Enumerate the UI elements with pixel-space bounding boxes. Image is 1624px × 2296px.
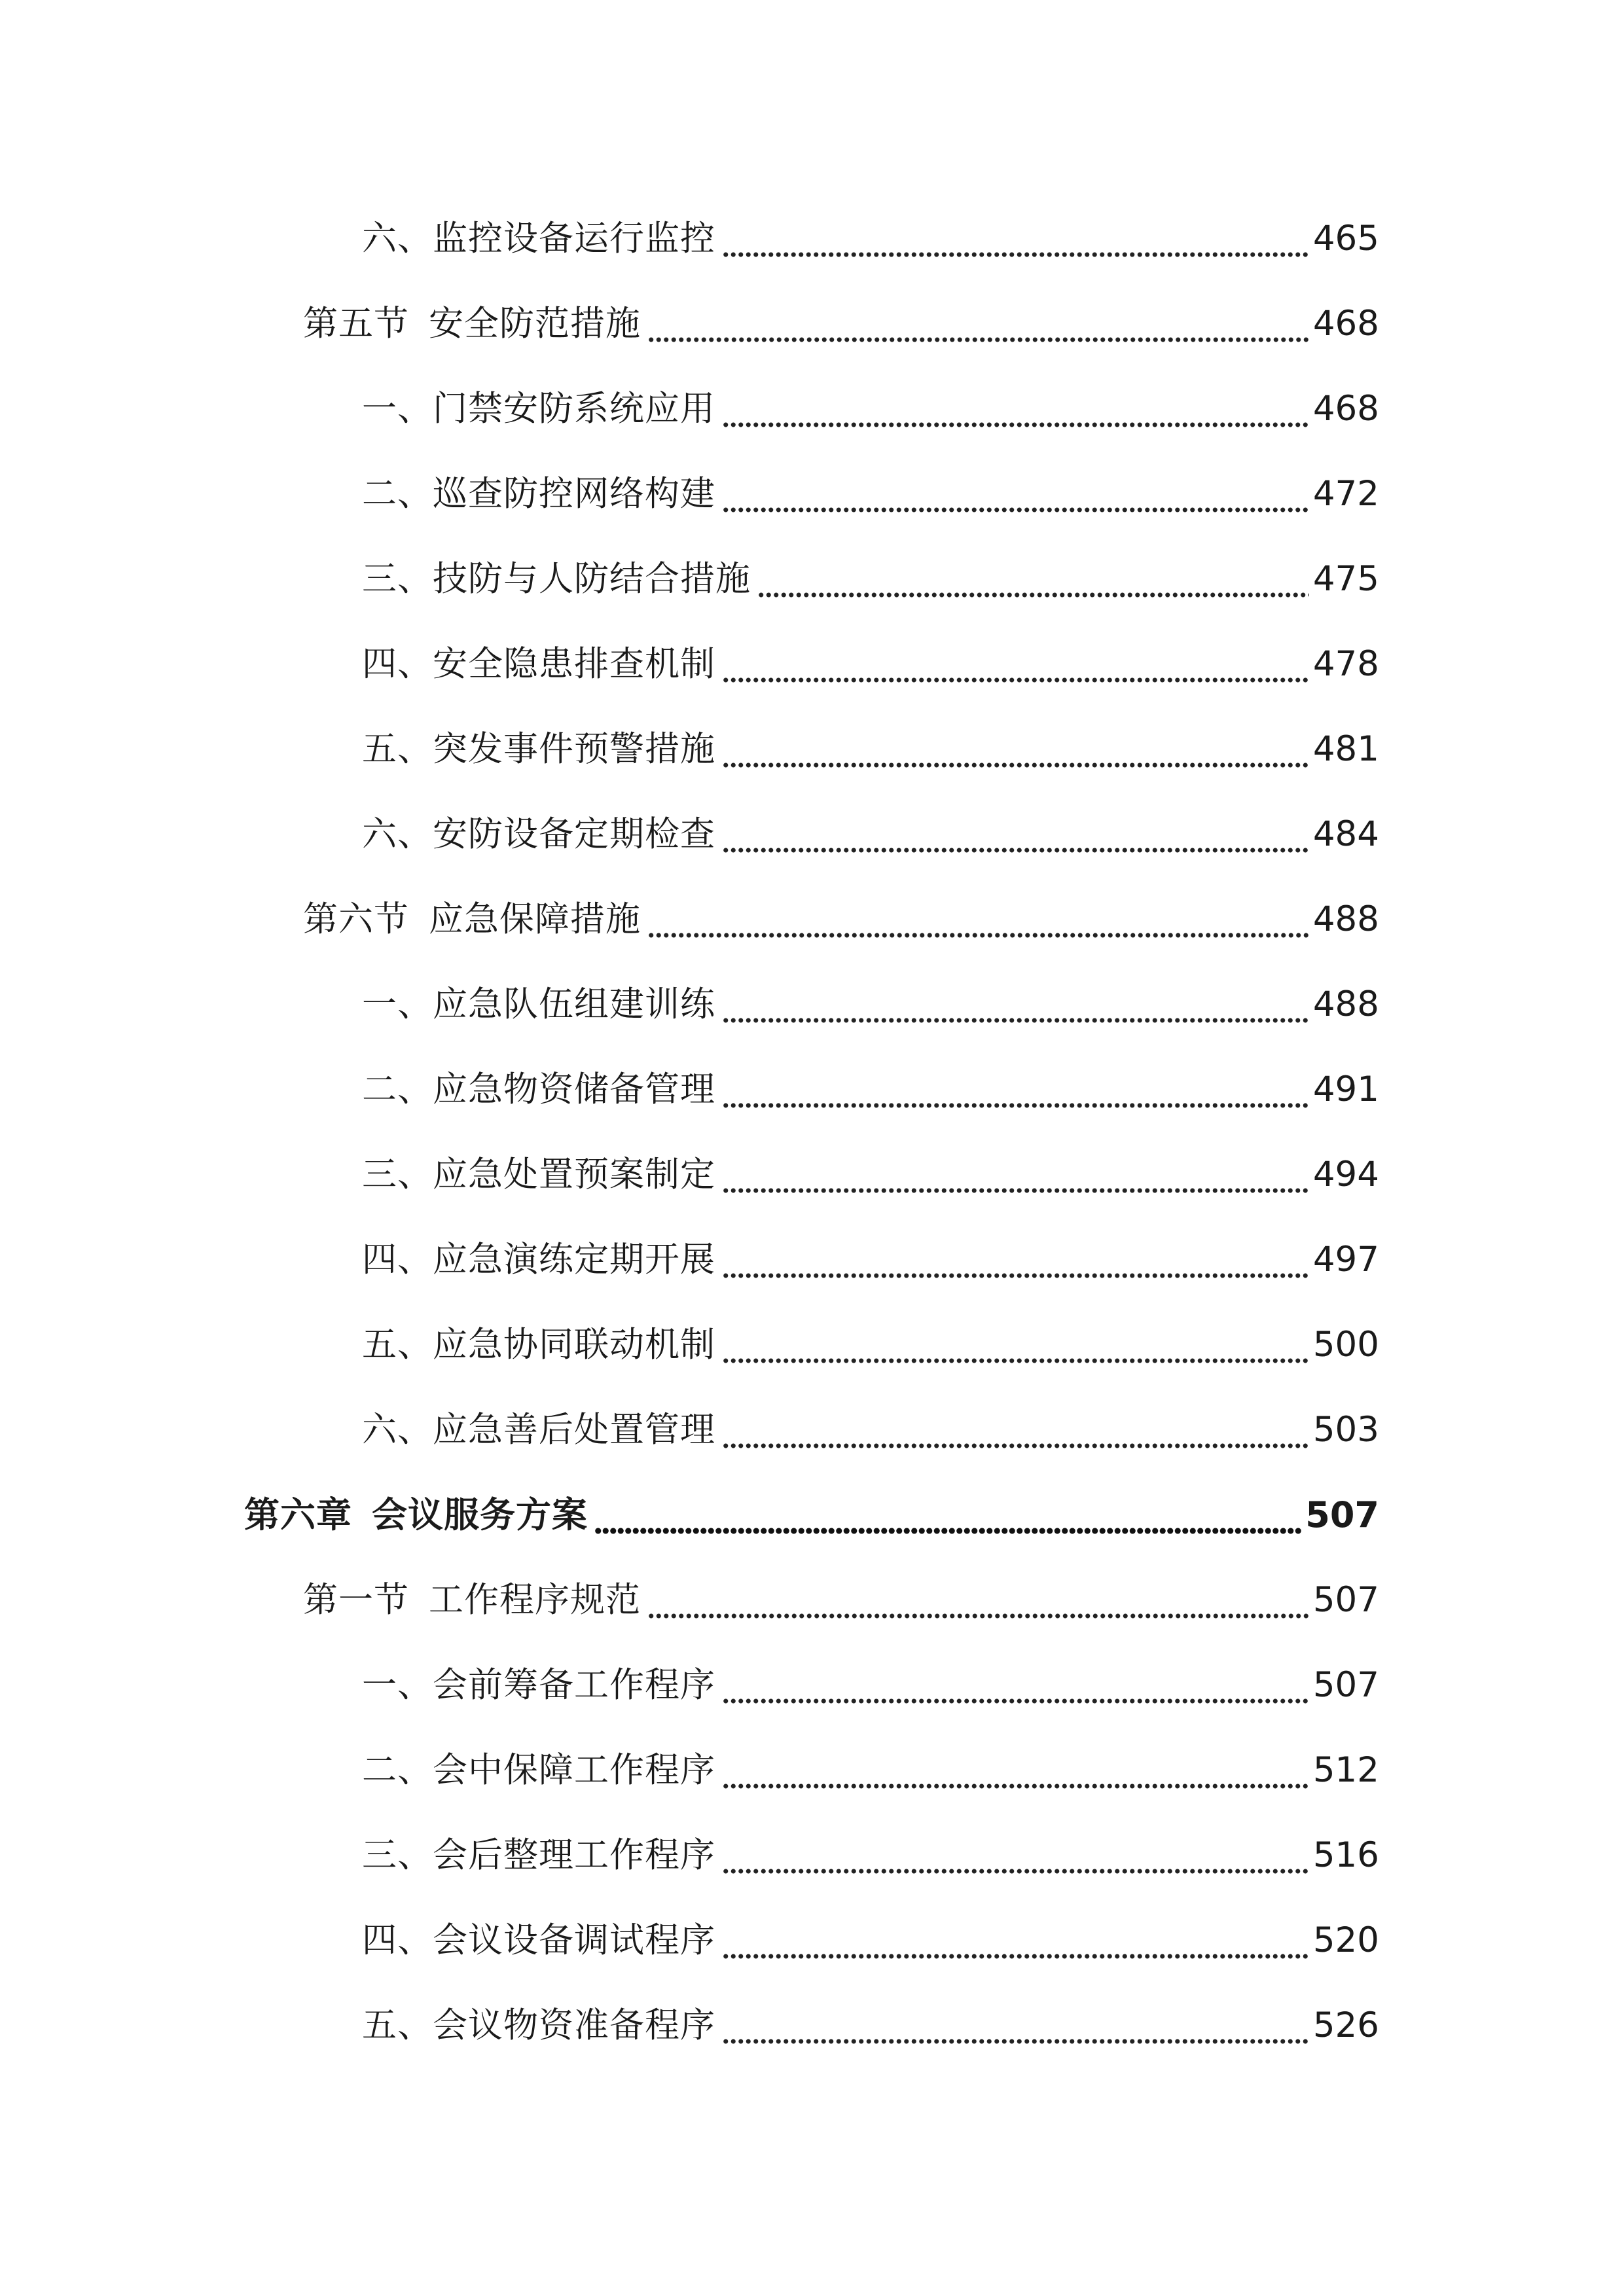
toc-entry-page: 465 (1312, 219, 1379, 259)
toc-entry[interactable] (362, 723, 1379, 776)
toc-entry-title: 三、应急处置预案制定 (362, 1155, 715, 1194)
toc-entry[interactable] (303, 893, 1379, 946)
toc-section-number: 第一节 (303, 1580, 409, 1620)
toc-entry-page: 481 (1312, 729, 1379, 769)
toc-entry-page: 526 (1312, 2005, 1379, 2045)
toc-entry-page: 488 (1312, 899, 1379, 939)
toc-entry[interactable] (362, 1319, 1379, 1371)
toc-entry[interactable] (362, 808, 1379, 861)
toc-entry[interactable] (362, 1829, 1379, 1882)
toc-entry-page: 494 (1312, 1155, 1379, 1194)
toc-entry[interactable] (362, 1744, 1379, 1797)
toc-chapter-title: 会议服务方案 (372, 1494, 588, 1535)
dot-leader (722, 1836, 1309, 1875)
toc-section-title: 工作程序规范 (429, 1580, 641, 1620)
toc-entry-page: 507 (1312, 1580, 1379, 1620)
dot-leader (722, 985, 1309, 1024)
dot-leader (594, 1496, 1301, 1535)
toc-entry-title: 六、应急善后处置管理 (362, 1410, 715, 1450)
toc-entry-page: 507 (1312, 1665, 1379, 1705)
toc-entry-page: 468 (1312, 389, 1379, 429)
toc-entry[interactable] (362, 553, 1379, 605)
toc-entry-page: 520 (1312, 1920, 1379, 1960)
toc-entry-title: 三、技防与人防结合措施 (362, 559, 751, 599)
toc-entry-page: 468 (1312, 304, 1379, 344)
toc-entry-page: 484 (1312, 814, 1379, 854)
dot-leader (722, 1666, 1309, 1705)
toc-entry-title (244, 1489, 588, 1541)
toc-entry[interactable] (362, 213, 1379, 265)
toc-entry-title: 二、巡查防控网络构建 (362, 474, 715, 514)
toc-entry-title (303, 298, 641, 350)
toc-entry-title: 一、会前筹备工作程序 (362, 1665, 715, 1705)
dot-leader (722, 219, 1309, 259)
toc-entry-title: 二、会中保障工作程序 (362, 1750, 715, 1790)
dot-leader (647, 1581, 1309, 1620)
dot-leader (722, 1410, 1309, 1450)
toc-entry-page: 475 (1312, 559, 1379, 599)
toc-entry[interactable] (362, 1404, 1379, 1456)
dot-leader (647, 900, 1309, 939)
toc-entry-title: 六、监控设备运行监控 (362, 219, 715, 259)
toc-entry[interactable] (362, 978, 1379, 1031)
toc-entry-page: 507 (1305, 1494, 1379, 1535)
dot-leader (722, 475, 1309, 514)
toc-entry-title: 六、安防设备定期检查 (362, 814, 715, 854)
dot-leader (722, 1751, 1309, 1790)
toc-entry[interactable] (362, 1914, 1379, 1967)
dot-leader (722, 389, 1309, 429)
toc-entry-title (303, 893, 641, 946)
toc-entry-title (303, 1574, 641, 1626)
toc-entry[interactable] (362, 1064, 1379, 1116)
dot-leader (757, 560, 1309, 599)
toc-section-number: 第五节 (303, 304, 409, 344)
toc-entry-title: 一、门禁安防系统应用 (362, 389, 715, 429)
dot-leader (722, 1325, 1309, 1365)
toc-entry-title: 五、会议物资准备程序 (362, 2005, 715, 2045)
toc-entry-title: 五、突发事件预警措施 (362, 729, 715, 769)
toc-entry[interactable] (362, 1234, 1379, 1286)
dot-leader (722, 730, 1309, 769)
toc-entry-page: 472 (1312, 474, 1379, 514)
toc-chapter-number: 第六章 (244, 1494, 352, 1535)
dot-leader (722, 1240, 1309, 1280)
toc-entry-page: 503 (1312, 1410, 1379, 1450)
toc-entry-page: 488 (1312, 984, 1379, 1024)
dot-leader (722, 1070, 1309, 1109)
toc-entry[interactable] (303, 298, 1379, 350)
toc-entry-title: 四、安全隐患排查机制 (362, 644, 715, 684)
toc-entry[interactable] (362, 1659, 1379, 1712)
toc-entry-title: 一、应急队伍组建训练 (362, 984, 715, 1024)
toc-entry-page: 497 (1312, 1240, 1379, 1280)
toc-entry-page: 512 (1312, 1750, 1379, 1790)
toc-entry-page: 500 (1312, 1325, 1379, 1365)
dot-leader (647, 304, 1309, 344)
toc-entry[interactable] (362, 1149, 1379, 1201)
toc-section-title: 安全防范措施 (429, 304, 641, 344)
toc-entry-title: 三、会后整理工作程序 (362, 1835, 715, 1875)
toc-section-number: 第六节 (303, 899, 409, 939)
toc-entry[interactable] (244, 1489, 1379, 1541)
dot-leader (722, 1921, 1309, 1960)
toc-entry[interactable] (362, 638, 1379, 691)
dot-leader (722, 2006, 1309, 2045)
toc-section-title: 应急保障措施 (429, 899, 641, 939)
toc-entry-title: 四、会议设备调试程序 (362, 1920, 715, 1960)
dot-leader (722, 1155, 1309, 1194)
toc-entry-page: 491 (1312, 1069, 1379, 1109)
dot-leader (722, 815, 1309, 854)
toc-entry-title: 五、应急协同联动机制 (362, 1325, 715, 1365)
toc-entry-page: 478 (1312, 644, 1379, 684)
toc-entry[interactable] (362, 383, 1379, 435)
toc-entry[interactable] (362, 468, 1379, 520)
dot-leader (722, 645, 1309, 684)
toc-entry[interactable] (362, 2000, 1379, 2052)
toc-entry[interactable] (303, 1574, 1379, 1626)
toc-entry-title: 四、应急演练定期开展 (362, 1240, 715, 1280)
toc-entry-page: 516 (1312, 1835, 1379, 1875)
toc-entry-title: 二、应急物资储备管理 (362, 1069, 715, 1109)
